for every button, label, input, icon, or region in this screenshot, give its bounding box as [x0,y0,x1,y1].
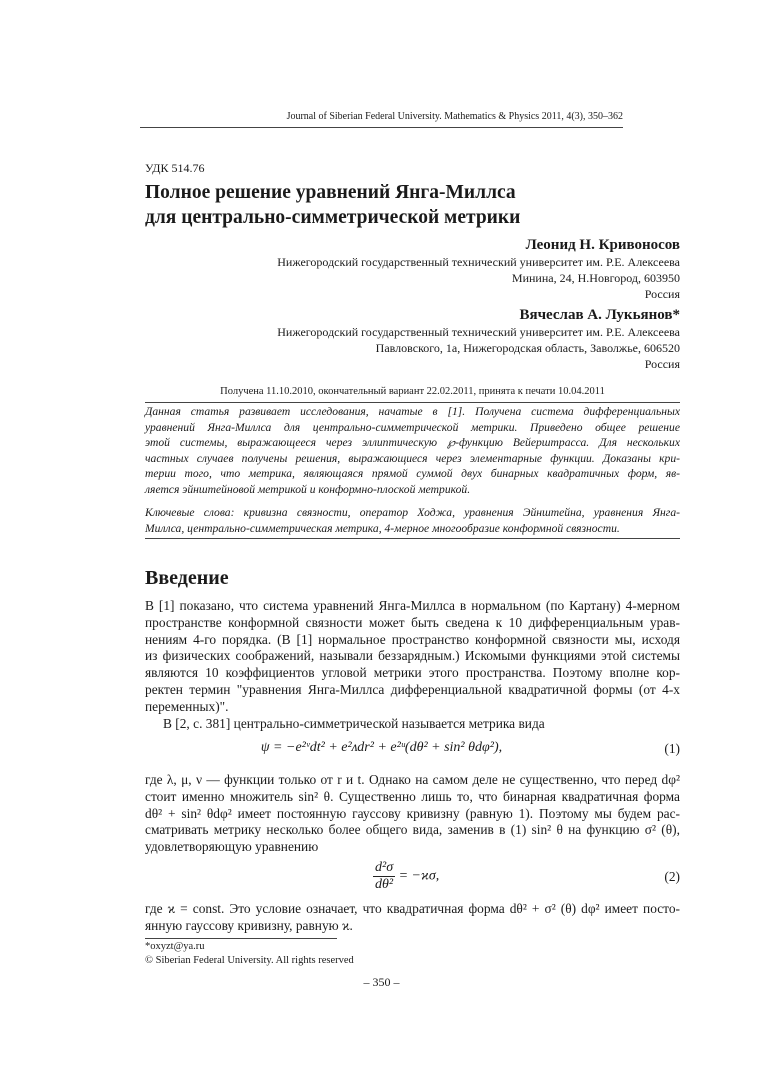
text-line: ректен термин "уравнения Янга-Миллса дифференциальной квадратичной формы (от 4-х [145,681,680,697]
text-line: Ключевые слова: кривизна связности, оператор Ходжа, уравнения Эйнштейна, уравнения Янга- [145,506,680,519]
footnote-rule [145,938,337,939]
text-line: dθ² + sin² θdφ² имеет постоянную гауссову кривизну (равную 1). Поэтому мы будем рас- [145,805,680,821]
journal-header: Journal of Siberian Federal University. Mathematics & Physics 2011, 4(3), 350–362 [286,111,623,122]
text-line: где λ, μ, ν — функции только от r и t. Однако на самом деле не существенно, что перед dφ² [145,772,680,787]
text-line: из физических соображений, называли беззарядным.) Искомыми функциями этой системы [145,648,680,664]
abstract-rule-top [145,402,680,403]
text-line: переменных)". [145,698,229,714]
text-line: этой системы, выражающееся через эллиптическую ℘-функцию Вейерштрасса. Для нескольких [145,436,680,450]
text-line: стоит именно множитель sin² θ. Существенно лишь то, что бинарная квадратичная форма [145,788,680,804]
text-line: нениям 4-го порядка. (В [1] нормальное пространство конформной связности мы, исходя [145,631,680,647]
text-line: удовлетворяющую уравнению [145,839,319,855]
author-country: Россия [644,287,680,301]
author-block [277,236,680,302]
abstract-rule-bottom [145,538,680,539]
author-affiliation: Нижегородский государственный технический университет им. Р.Е. Алексеева [277,255,680,269]
equation-number: (2) [664,869,680,884]
text-line: частных случаев получены решения, выражающиеся через элементарные функции. Доказаны кри- [145,451,680,465]
author-block [277,306,680,372]
fraction-numerator: d²σ [375,860,394,875]
author-address: Минина, 24, Н.Новгород, 603950 [511,271,680,285]
text-line: В [1] показано, что система уравнений Янга-Миллса в нормальном (по Картану) 4-мерном [145,598,680,613]
title-line: для центрально-симметрической метрики [145,207,521,228]
paragraph [145,772,680,856]
text-line: ляется эйнштейновой метрикой и конформно-плоской метрикой. [145,482,471,496]
paragraph [145,598,680,716]
keywords [145,505,680,536]
text-line: являются 10 коэффициентов угловой метрики этого пространства. Поэтому вполне кор- [145,665,680,681]
fraction-denominator: dθ² [375,877,394,892]
equation-1: ψ = −e²ᵛdt² + e²ᴧdr² + e²ᵘ(dθ² + sin² θdφ²), [260,740,503,755]
paragraph: В [2, с. 381] центрально-симметрической называется метрика вида [163,716,545,731]
footnote-copyright: © Siberian Federal University. All rights reserved [145,955,354,966]
paper-title [145,180,520,230]
section-title: Введение [145,567,229,589]
page-number: – 350 – [363,975,400,989]
paragraph [145,901,680,935]
author-name: Вячеслав А. Лукьянов* [519,307,680,323]
udk-code: УДК 514.76 [145,161,205,175]
equation-number: (1) [664,741,680,756]
text-line: сматривать метрику несколько более общего вида, заменив в (1) sin² θ на функцию σ² (θ), [145,822,680,838]
text-line: где ϰ = const. Это условие означает, что квадратичная форма dθ² + σ² (θ) dφ² имеет посто- [145,901,680,916]
author-address: Павловского, 1а, Нижегородская область, Заволжье, 606520 [375,341,680,355]
equation-2 [373,860,439,893]
author-country: Россия [644,357,680,371]
equation-rhs: = −ϰσ, [398,868,440,884]
abstract [145,404,680,498]
title-line: Полное решение уравнений Янга-Миллса [145,182,516,203]
received-dates: Получена 11.10.2010, окончательный вариант 22.02.2011, принята к печати 10.04.2011 [220,386,605,397]
text-line: пространстве конформной связности может быть сведена к 10 дифференциальным урав- [145,614,680,630]
text-line: уравнений Янга-Миллса для центрально-симметрической метрики. Приведено общее решение [145,420,680,434]
text-line: терии того, что метрика, являющаяся прямой суммой двух бинарных квадратичных форм, яв- [145,467,680,481]
text-line: янную гауссову кривизну, равную ϰ. [145,917,353,933]
header-rule [140,127,623,128]
text-line: Данная статья развивает исследования, начатые в [1]. Получена система дифференциальных [145,405,680,418]
author-affiliation: Нижегородский государственный технический университет им. Р.Е. Алексеева [277,325,680,339]
text-line: Миллса, центрально-симметрическая метрика, 4-мерное многообразие конформной связности. [145,521,620,535]
footnote-email: *oxyzt@ya.ru [145,941,205,952]
author-name: Леонид Н. Кривоносов [525,237,680,253]
